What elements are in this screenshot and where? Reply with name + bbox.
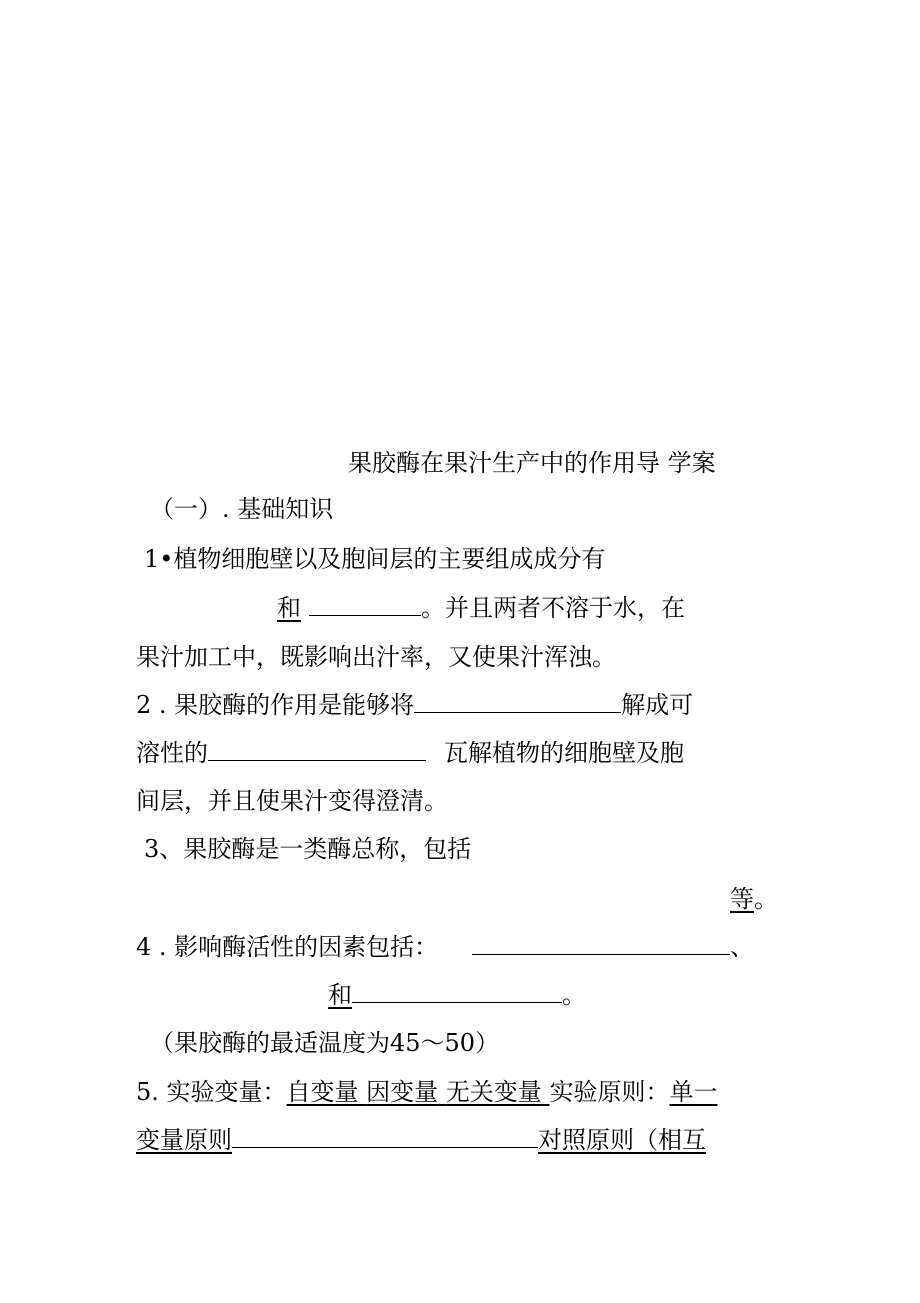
and-connector: 和 — [328, 981, 352, 1009]
question-1-line-3: 果汁加工中，既影响出汁率，又使果汁浑浊。 — [136, 643, 616, 671]
fill-blank[interactable] — [208, 738, 426, 761]
fill-blank[interactable] — [414, 690, 621, 713]
question-1-line-1: 1•植物细胞壁以及胞间层的主要组成成分有 — [144, 545, 606, 573]
question-3-line-2 — [730, 884, 778, 914]
fill-blank[interactable] — [472, 932, 730, 955]
question-1-text: 。并且两者不溶于水，在 — [421, 594, 685, 622]
question-5-line-1 — [136, 1077, 717, 1107]
temperature-note: （果胶酶的最适温度为45～50） — [150, 1029, 500, 1057]
question-4-line-1 — [136, 932, 754, 962]
question-2-line-2 — [136, 738, 684, 768]
fill-blank[interactable] — [232, 1125, 538, 1148]
etc-label: 等 — [730, 885, 754, 913]
question-2-text: 2 . 果胶酶的作用是能够将 — [136, 691, 415, 719]
principle-single-variable-cont: 变量原则 — [136, 1126, 232, 1154]
question-2-line-3: 间层，并且使果汁变得澄清。 — [136, 787, 448, 815]
question-4-text: 4 . 影响酶活性的因素包括： — [136, 933, 439, 961]
variable-extraneous: 无关变量 — [445, 1078, 542, 1106]
question-3-line-1: 3、果胶酶是一类酶总称，包括 — [144, 835, 472, 863]
and-connector: 和 — [277, 594, 301, 622]
question-5-line-2 — [136, 1125, 706, 1155]
variable-independent: 自变量 — [286, 1078, 359, 1106]
question-2-text: 瓦解植物的细胞壁及胞 — [444, 739, 684, 767]
fill-blank[interactable] — [309, 593, 421, 616]
question-2-text: 解成可 — [621, 691, 694, 719]
variable-dependent: 因变量 — [366, 1078, 439, 1106]
page-title: 果胶酶在果汁生产中的作用导 学案 — [348, 449, 716, 477]
period: 。 — [562, 981, 586, 1009]
section-heading: （一）. 基础知识 — [150, 495, 334, 523]
question-2-text: 溶性的 — [136, 739, 208, 767]
question-2-line-1 — [136, 690, 693, 720]
principle-control: 对照原则（相互 — [538, 1126, 706, 1154]
period: 。 — [754, 885, 778, 913]
question-1-line-2 — [277, 593, 685, 623]
principle-single-variable: 单一 — [669, 1078, 718, 1106]
principle-label: 实验原则： — [549, 1078, 670, 1106]
question-5-label: 5. 实验变量： — [136, 1078, 287, 1106]
comma: 、 — [730, 933, 755, 961]
question-4-line-2 — [328, 980, 586, 1010]
variable-gap — [438, 1078, 446, 1106]
fill-blank[interactable] — [352, 980, 562, 1003]
